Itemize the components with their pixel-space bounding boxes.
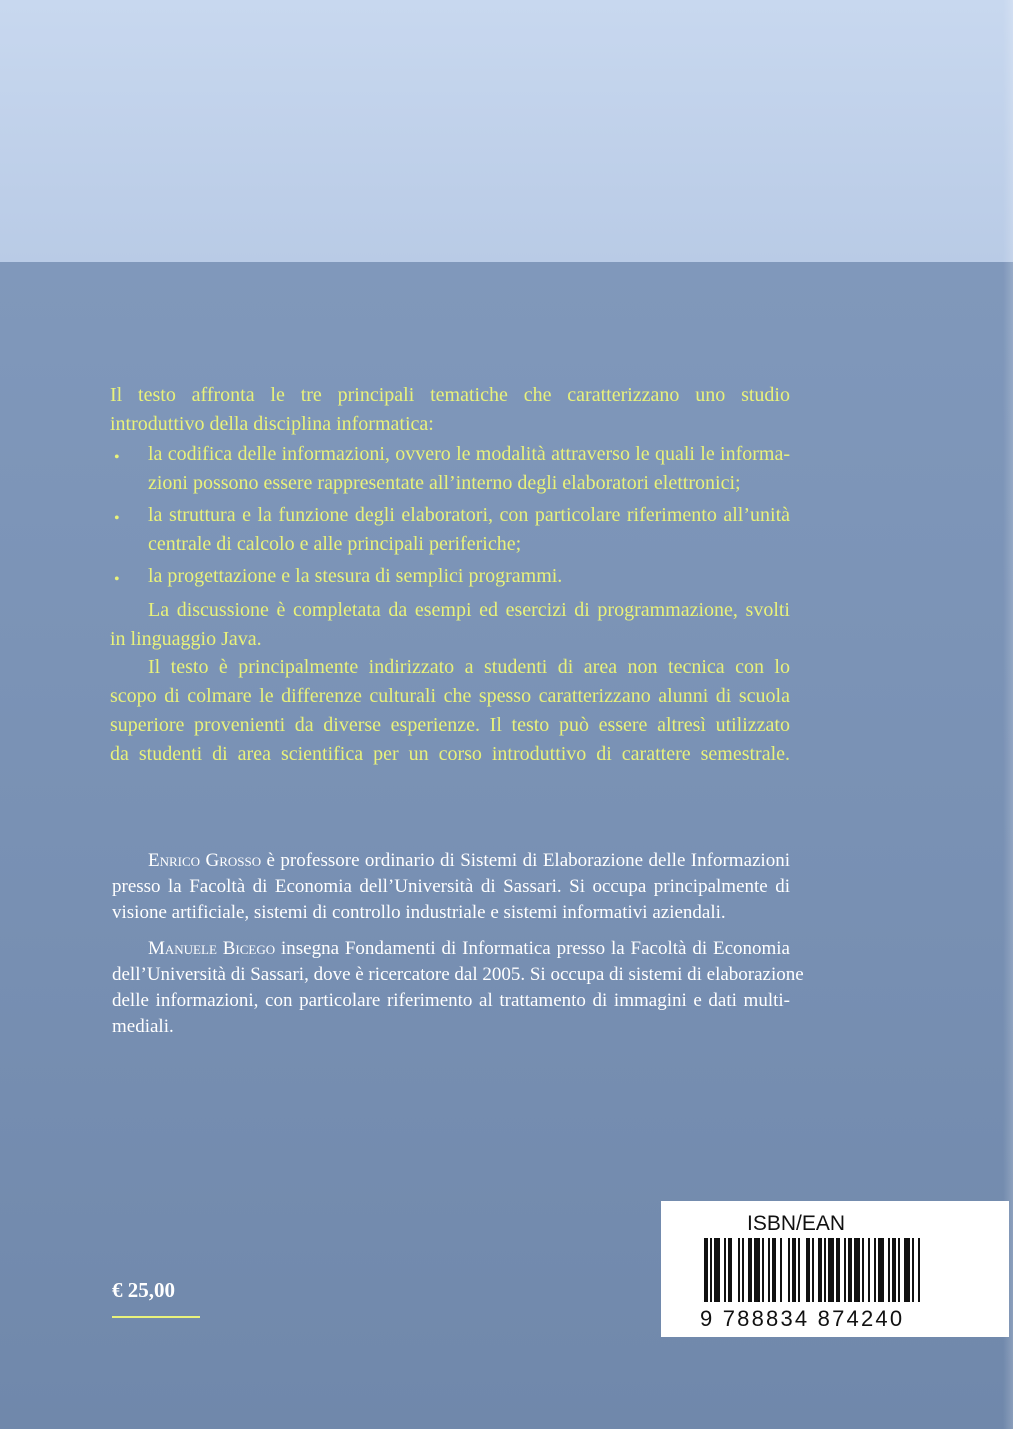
barcode-bar — [738, 1238, 740, 1302]
barcode-bar — [818, 1238, 822, 1302]
cover-top-band — [0, 0, 1013, 262]
barcode-bar — [710, 1238, 712, 1302]
barcode-bar — [728, 1238, 732, 1302]
barcode-bar — [878, 1238, 884, 1302]
author-bio-line: visione artificiale, sistemi di controllo industriale e sistemi informativi aziendali. — [112, 902, 726, 923]
description-line: Il testo affronta le tre principali tematiche che caratterizzano uno studio — [110, 384, 790, 406]
description-line: superiore provenienti da diverse esperienze. Il testo può essere altresì utilizzato — [110, 714, 790, 736]
bullet-marker: • — [114, 449, 120, 466]
author-bio-line: Enrico Grosso è professore ordinario di Sistemi di Elaborazione delle Informazioni — [148, 850, 790, 871]
barcode-bar — [798, 1238, 800, 1302]
barcode-bar — [862, 1238, 864, 1302]
description-line: introduttivo della disciplina informatica: — [110, 413, 434, 435]
description-line: da studenti di area scientifica per un corso introduttivo di carattere semestrale. — [110, 743, 790, 765]
barcode-bar — [724, 1238, 726, 1302]
bullet-line: la struttura e la funzione degli elaboratori, con particolare riferimento all’unità — [148, 504, 790, 526]
barcode-bar — [806, 1238, 810, 1302]
barcode-bar — [854, 1238, 860, 1302]
description-line: in linguaggio Java. — [110, 628, 262, 650]
author-bio-line: Manuele Bicego insegna Fondamenti di Informatica presso la Facoltà di Economia — [148, 938, 790, 959]
bullet-line: zioni possono essere rappresentate all’interno degli elaboratori elettronici; — [148, 472, 741, 494]
barcode-bar — [762, 1238, 764, 1302]
author-bio-line: presso la Facoltà di Economia dell’Università di Sassari. Si occupa principalmente di — [112, 876, 790, 897]
barcode-bar — [812, 1238, 814, 1302]
barcode-bar — [874, 1238, 876, 1302]
author-name: Manuele Bicego — [148, 938, 276, 959]
barcode-bar — [912, 1238, 914, 1302]
barcode-bar — [780, 1238, 782, 1302]
barcode-bar — [824, 1238, 826, 1302]
isbn-label: ISBN/EAN — [747, 1212, 846, 1235]
bullet-line: la codifica delle informazioni, ovvero le modalità attraverso le quali le informa- — [148, 443, 790, 465]
description-line: La discussione è completata da esempi ed esercizi di programmazione, svolti — [148, 599, 790, 621]
barcode-bar — [888, 1238, 890, 1302]
bullet-marker: • — [114, 510, 120, 527]
price-label: € 25,00 — [112, 1278, 175, 1302]
barcode-bar — [714, 1238, 720, 1302]
barcode-bar — [768, 1238, 770, 1302]
barcode-bar — [828, 1238, 834, 1302]
author-name: Enrico Grosso — [148, 850, 262, 871]
price-underline — [112, 1316, 200, 1318]
bullet-marker: • — [114, 571, 120, 588]
barcode-bar — [748, 1238, 752, 1302]
barcode-bar — [792, 1238, 796, 1302]
barcode-bar — [742, 1238, 744, 1302]
author-bio-line: delle informazioni, con particolare riferimento al trattamento di immagini e dati multi- — [112, 990, 790, 1011]
barcode-bar — [788, 1238, 790, 1302]
bullet-line: centrale di calcolo e alle principali periferiche; — [148, 533, 522, 555]
author-bio-line: dell’Università di Sassari, dove è ricercatore dal 2005. Si occupa di sistemi di elaborazione — [112, 964, 804, 985]
barcode-bar — [704, 1238, 708, 1302]
isbn-digits: 9 788834 874240 — [700, 1306, 905, 1331]
barcode-bar — [836, 1238, 840, 1302]
barcode-bar — [848, 1238, 852, 1302]
bullet-line: la progettazione e la stesura di semplici programmi. — [148, 565, 563, 587]
barcode-bar — [772, 1238, 776, 1302]
barcode-bar — [898, 1238, 900, 1302]
barcode-bar — [904, 1238, 910, 1302]
barcode-icon — [700, 1238, 990, 1306]
description-line: Il testo è principalmente indirizzato a studenti di area non tecnica con lo — [148, 656, 790, 678]
barcode-bar — [868, 1238, 870, 1302]
barcode-bar — [754, 1238, 760, 1302]
barcode-bar — [892, 1238, 896, 1302]
author-bio-line: mediali. — [112, 1016, 174, 1037]
barcode-bar — [844, 1238, 846, 1302]
description-line: scopo di colmare le differenze culturali che spesso caratterizzano alunni di scuola — [110, 685, 790, 707]
barcode-bar — [918, 1238, 920, 1302]
